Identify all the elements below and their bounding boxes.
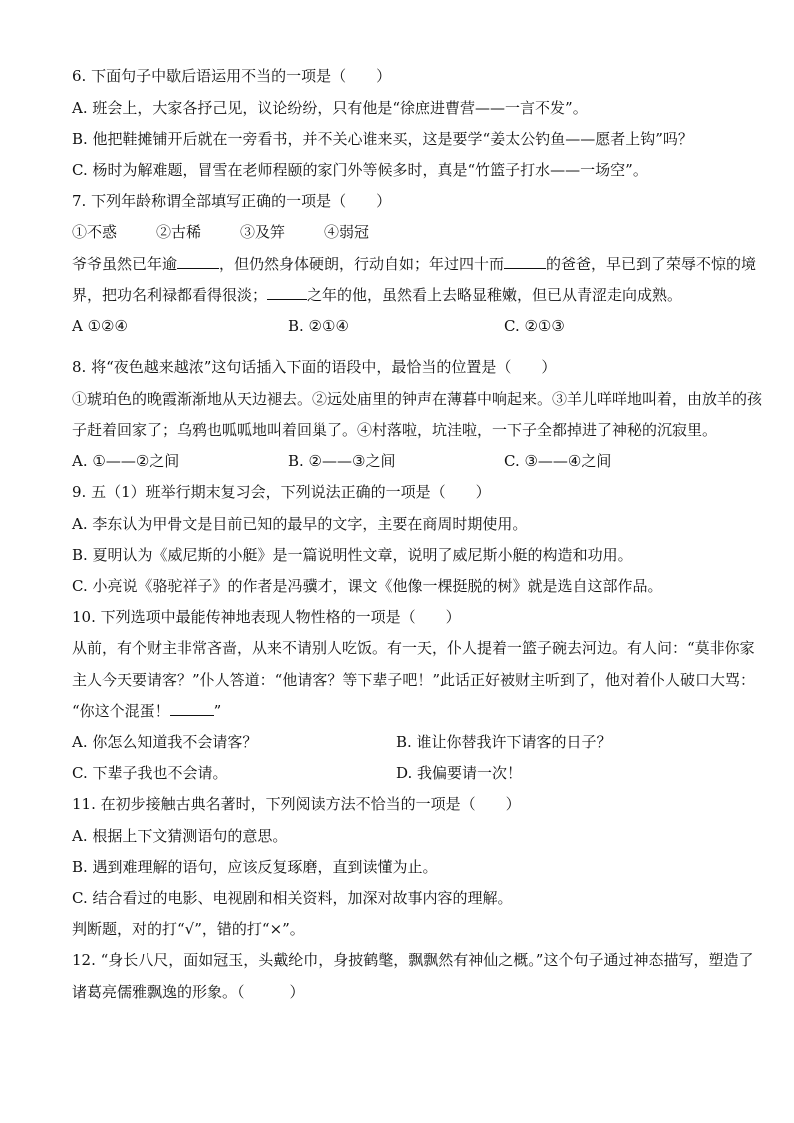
q10-passage-line-1: 从前，有个财主非常吝啬，从来不请别人吃饭。有一天，仆人提着一篮子碗去河边。有人问：“莫非你家 [72, 639, 755, 657]
q7-passage-text: 的爸爸，早已到了荣辱不惊的境 [546, 255, 757, 273]
q8-option-a: A. ①——②之间 [72, 452, 180, 470]
q10-passage-line-2: 主人今天要请客？”仆人答道：“他请客？等下辈子吧！”此话正好被财主听到了，他对着仆人破口大骂： [72, 671, 756, 689]
judge-section-title: 判断题，对的打“√”，错的打“×”。 [72, 920, 305, 938]
q10-passage-line-3 [72, 701, 221, 721]
q10-option-a: A. 你怎么知道我不会请客？ [72, 733, 258, 751]
q7-option-c: C. ②①③ [504, 317, 565, 335]
q9-option-b: B. 夏明认为《威尼斯的小艇》是一篇说明性文章，说明了威尼斯小艇的构造和功用。 [72, 546, 633, 564]
q6-option-b: B. 他把鞋摊铺开后就在一旁看书，并不关心谁来买，这是要学“姜太公钓鱼——愿者上钩”吗？ [72, 130, 693, 148]
q9-stem: 9. 五（1）班举行期末复习会，下列说法正确的一项是（ ） [72, 483, 491, 501]
q7-term-1: ①不惑 [72, 223, 118, 241]
q7-passage-line-1 [72, 254, 756, 274]
q7-passage-text: 界，把功名利禄都看得很淡； [72, 286, 268, 304]
q7-blank-1 [177, 254, 219, 269]
q11-option-a: A. 根据上下文猜测语句的意思。 [72, 827, 288, 845]
q10-quote-text: “你这个混蛋！ [72, 702, 170, 720]
q7-blank-2 [504, 254, 546, 269]
q10-blank [170, 701, 214, 716]
q7-term-4: ④弱冠 [324, 223, 370, 241]
q8-passage-line-2: 子赶着回家了；乌鸦也呱呱地叫着回巢了。④村落啦，坑洼啦，一下子全都掉进了神秘的沉寂里。 [72, 421, 718, 439]
q10-stem: 10. 下列选项中最能传神地表现人物性格的一项是（ ） [72, 608, 461, 626]
q7-blank-3 [267, 285, 307, 300]
q7-term-3: ③及笄 [240, 223, 286, 241]
q12-line-2: 诸葛亮儒雅飘逸的形象。（ ） [72, 983, 305, 1001]
q11-stem: 11. 在初步接触古典名著时，下列阅读方法不恰当的一项是（ ） [72, 795, 521, 813]
q7-passage-text: 爷爷虽然已年逾 [72, 255, 178, 273]
q10-option-d: D. 我偏要请一次！ [396, 764, 523, 782]
q10-option-c: C. 下辈子我也不会请。 [72, 764, 228, 782]
q9-option-a: A. 李东认为甲骨文是目前已知的最早的文字，主要在商周时期使用。 [72, 515, 528, 533]
q12-line-1: 12. “身长八尺，面如冠玉，头戴纶巾，身披鹤氅，飘飘然有神仙之概。”这个句子通过神态描写，塑造了 [72, 951, 754, 969]
q6-option-c: C. 杨时为解难题，冒雪在老师程颐的家门外等候多时，真是“竹篮子打水——一场空”。 [72, 161, 648, 179]
q6-stem: 6. 下面句子中歇后语运用不当的一项是（ ） [72, 67, 392, 85]
q8-option-b: B. ②——③之间 [288, 452, 396, 470]
q8-stem: 8. 将“夜色越来越浓”这句话插入下面的语段中，最恰当的位置是（ ） [72, 358, 557, 376]
q7-term-2: ②古稀 [156, 223, 202, 241]
q7-passage-line-2 [72, 285, 682, 305]
q7-passage-text: 之年的他，虽然看上去略显稚嫩，但已从青涩走向成熟。 [307, 286, 683, 304]
q7-passage-text: ，但仍然身体硬朗，行动自如；年过四十而 [219, 255, 505, 273]
q8-option-c: C. ③——④之间 [504, 452, 612, 470]
q7-stem: 7. 下列年龄称谓全部填写正确的一项是（ ） [72, 192, 392, 210]
q7-option-a: A ①②④ [72, 317, 128, 335]
q10-option-b: B. 谁让你替我许下请客的日子？ [396, 733, 612, 751]
q6-option-a: A. 班会上，大家各抒己见，议论纷纷，只有他是“徐庶进曹营——一言不发”。 [72, 99, 588, 117]
q7-option-b: B. ②①④ [288, 317, 349, 335]
q10-quote-close: ” [213, 702, 222, 720]
q8-passage-line-1: ①琥珀色的晚霞渐渐地从天边褪去。②远处庙里的钟声在薄暮中响起来。③羊儿咩咩地叫着，由放羊的孩 [72, 390, 763, 408]
q11-option-c: C. 结合看过的电影、电视剧和相关资料，加深对故事内容的理解。 [72, 889, 513, 907]
q11-option-b: B. 遇到难理解的语句，应该反复琢磨，直到读懂为止。 [72, 858, 438, 876]
q9-option-c: C. 小亮说《骆驼祥子》的作者是冯骥才，课文《他像一棵挺脱的树》就是选自这部作品。 [72, 577, 663, 595]
